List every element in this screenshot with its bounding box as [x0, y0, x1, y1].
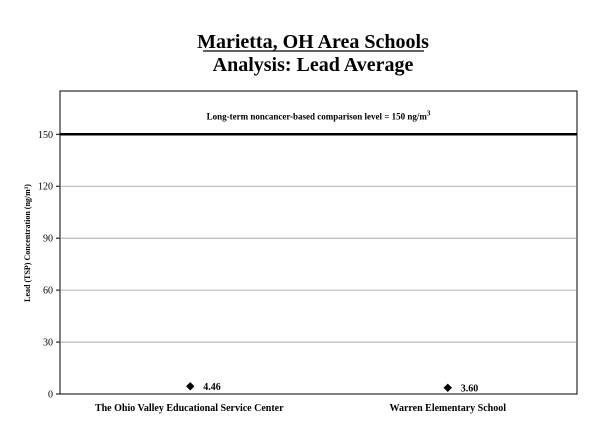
data-label: 4.46 — [203, 381, 221, 393]
y-tick-label: 120 — [38, 181, 53, 193]
x-category-label: Warren Elementary School — [389, 403, 506, 414]
reference-line-label: Long-term noncancer-based comparison level = 150 $ng/m^3$ — [206, 109, 431, 122]
y-tick-label: 0 — [48, 389, 53, 401]
plot-area — [60, 91, 577, 394]
y-axis-label: Lead (TSP) Concentration (ng/m³) — [23, 184, 32, 302]
y-axis — [38, 130, 60, 401]
y-tick-label: 60 — [43, 285, 53, 297]
x-category-label: The Ohio Valley Educational Service Center — [94, 403, 284, 414]
chart-title: Marietta, OH Area Schools — [197, 31, 429, 53]
y-tick-label: 30 — [43, 337, 53, 349]
y-tick-label: 90 — [43, 233, 53, 245]
y-tick-label: 150 — [38, 129, 53, 141]
x-axis — [95, 403, 506, 414]
chart-subtitle: Analysis: Lead Average — [212, 54, 414, 76]
data-label: 3.60 — [460, 383, 479, 395]
